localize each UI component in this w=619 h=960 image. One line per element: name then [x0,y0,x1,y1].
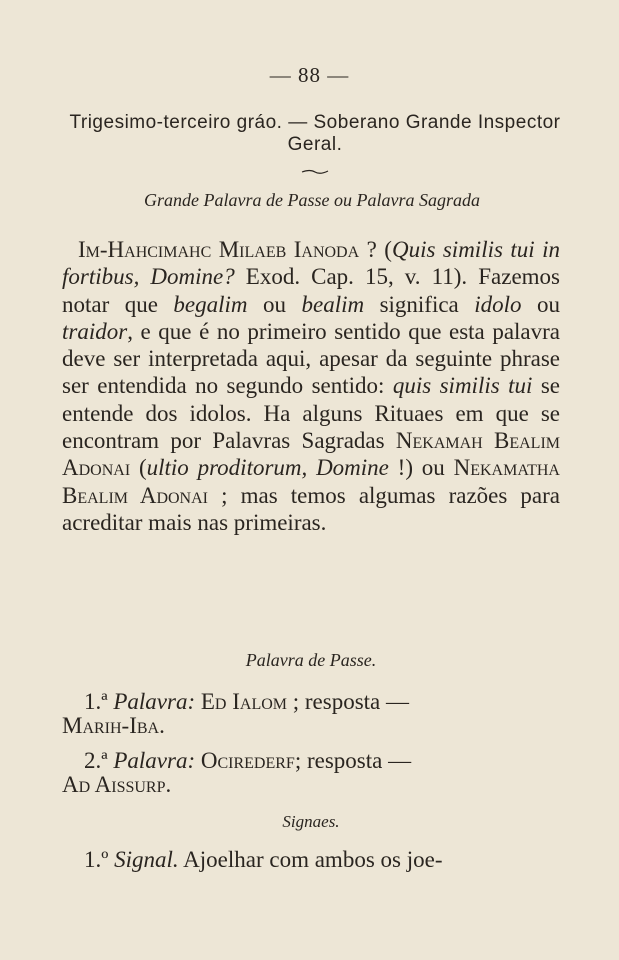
sign-1 [62,848,560,872]
signs-heading: Signaes. [282,812,340,831]
word-2-value: Ocirederf [200,748,295,773]
sign-1-number: 1.º [84,847,109,872]
word-2 [62,749,560,797]
term-idolo: idolo [474,291,522,317]
word-1-label: Palavra: [113,689,196,714]
word-1-end: . [159,713,165,738]
section-subtitle: Grande Palavra de Passe ou Palavra Sagrada [144,190,480,210]
text-run: ? ( [359,237,392,262]
latin-phrase: quis similis tui [392,373,533,399]
word-2-mid: ; resposta — [294,748,412,773]
term-bealim: bealim [301,291,365,317]
degree-heading: Trigesimo-terceiro gráo. — Soberano Grande Inspector Geral. [69,112,561,155]
text-run: significa [364,291,475,317]
latin-ultio: ultio proditorum, Domine [146,455,389,481]
word-2-label: Palavra: [113,748,196,773]
ornament-divider-icon [300,166,330,176]
term-traidor: traidor [62,318,128,344]
text-run: ou [521,291,561,317]
sacred-word: Im-Hahcimahc Milaeb Ianoda [78,237,360,262]
word-2-number: 2.ª [84,748,108,773]
sign-1-text: Ajoelhar com ambos os joe- [178,847,443,872]
text-run: , e que é no primeiro sentido que esta palavra deve ser interpretada aqui, apesar da seguinte phrase ser entendida no segundo sentido: [62,318,560,399]
term-begalim: begalim [173,291,248,317]
text-run: ou [247,291,302,317]
word-2-end: . [165,772,172,797]
text-run: ; mas temos algumas razões para acreditar mais nas primeiras. [62,482,560,535]
page-number: — 88 — [269,63,350,87]
passe-heading: Palavra de Passe. [245,650,377,670]
text-run: !) ou [388,455,454,481]
word-1-mid: ; resposta — [287,689,410,714]
sign-1-label: Signal. [114,847,179,872]
word-1-number: 1.ª [84,689,108,714]
text-run: ( [130,455,147,481]
latin-quote: Quis similis tui in fortibus, Domine? [62,237,560,290]
text-run: se entende dos idolos. Ha alguns Rituaes em que se encontram por Palavras Sagradas [62,373,560,454]
word-1-reply: Marih-Iba [62,713,160,738]
paragraph-text [62,236,560,536]
text-run: Exod. Cap. 15, v. 11). Fazemos notar que [62,264,560,317]
sacred-word-alt1: Nekamah Bealim Adonai [62,428,561,481]
sacred-word-alt2: Nekamatha Bealim Adonai [62,455,560,508]
main-paragraph [62,236,560,536]
word-1 [62,690,560,738]
word-2-reply: Ad Aissurp [62,772,166,797]
word-1-value: Ed Ialom [200,689,287,714]
